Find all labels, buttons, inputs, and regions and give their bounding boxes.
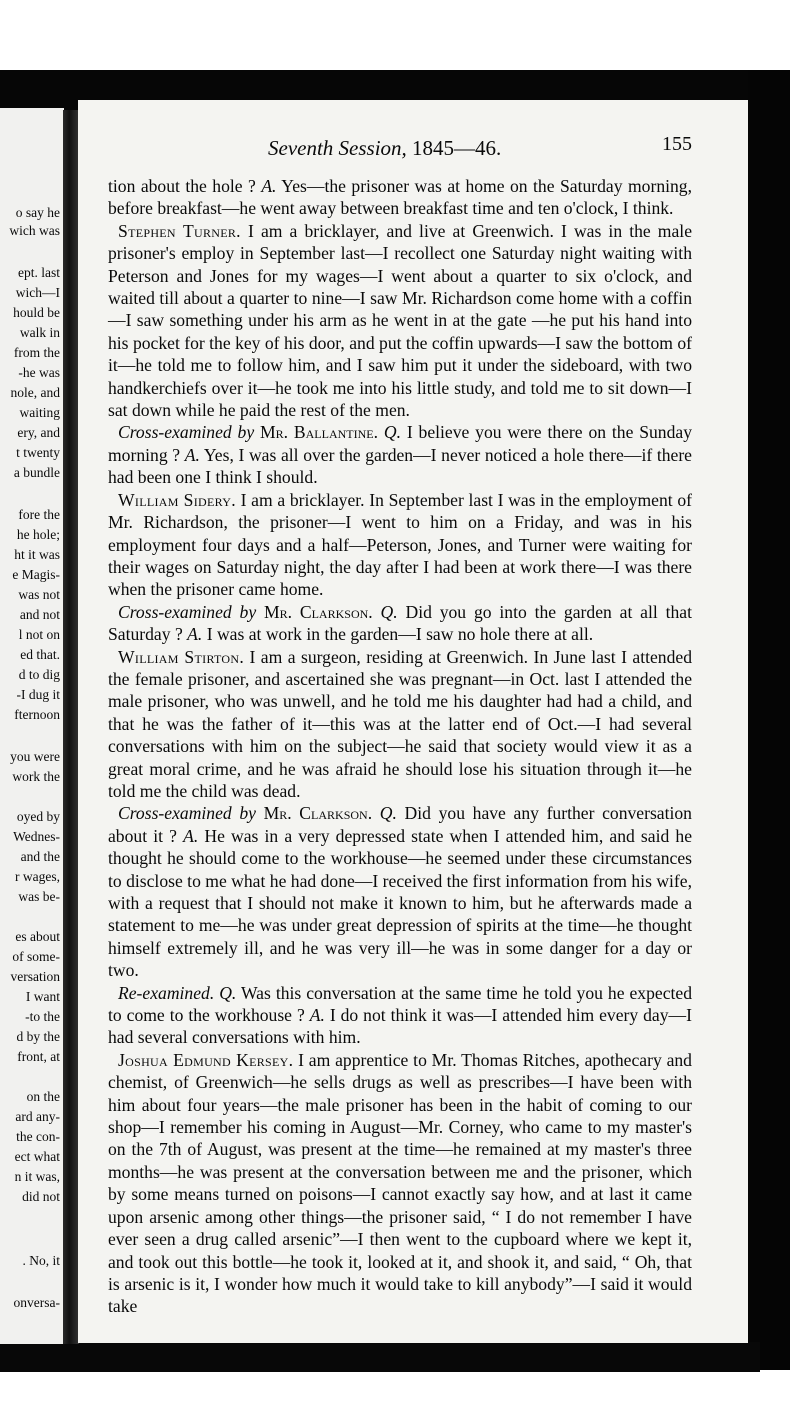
qa-marker: Q. [380,601,398,622]
testimony-text [256,803,264,823]
facing-page-line-fragment: es about [15,929,60,944]
book-page [78,100,748,1343]
facing-page-line-fragment: fternoon [14,707,60,722]
facing-page-line-fragment: ard any- [15,1109,60,1124]
facing-page-line-fragment: ed that. [20,647,60,662]
facing-page-line-fragment: work the [12,769,60,784]
book-gutter [63,110,79,1344]
scan-frame-bottom [0,1342,760,1372]
testimony-text: He was in a very depressed state when I attended him, and said he thought he should come to the workhouse—he seemed under these circumstances to disclose to me what he had done—I received the first information from his wife, with a request that I should not make it known to him, but he afterwards made a statement to me—he was under great depression of spirits at the time—he thought himself extremely ill, and he was very ill—he was in some danger for a day or two. [108,825,693,981]
running-head-title: Seventh Session, [268,136,407,160]
qa-marker: A. [184,444,200,465]
facing-page-line-fragment: . No, it [22,1253,60,1268]
scan-frame-right [748,70,790,1370]
testimony-paragraph [108,802,692,981]
testimony-text: I am apprentice to Mr. Thomas Ritches, apothecary and chemist, of Greenwich—he sells drugs as well as prescribes—I have been with him about four years—the male prisoner has been in the habit of coming to our shop—I remember his coming in August—Mr. Corney, who came to my master's on the 7th of August, was present at the time—he remained at my master's three months—he was present at the conversation between me and the prisoner, which by some means turned on poisons—I cannot exactly say how, and at last it came upon arsenic among other things—the prisoner said, “ I do not remember I have ever seen a drug called arsenic”—I then went to the cupboard where we kept it, and took out this bottle—he took it, looked at it, and shook it, and said, “ Oh, that is arsenic is it, I wonder how much it would take to kill anybody”—I said it would take [108,1049,692,1317]
testimony-text: Did you go into the garden at all that Saturday ? [108,601,692,645]
facing-page-line-fragment: wich was [9,223,60,238]
witness-name: Stephen Turner. [118,220,241,241]
qa-marker: Q. [219,982,237,1003]
qa-marker: Q. [379,803,397,824]
facing-page-line-fragment: -I dug it [16,687,60,702]
facing-page-line-fragment: n it was, [14,1169,60,1184]
running-head-years: 1845—46. [412,136,502,160]
page-body-text [108,175,692,1318]
facing-page-line-fragment: d to dig [18,667,60,682]
testimony-text: I do not think it was—I attended him every day—I had several conversations with him. [108,1005,692,1048]
examination-label: Cross-examined by [118,803,256,824]
qa-marker: A. [309,1005,325,1026]
testimony-text: I believe you were there on the Sunday morning ? [108,422,693,465]
testimony-text [372,803,380,823]
qa-marker: Q. [383,422,401,443]
facing-page-line-fragment: of some- [12,949,60,964]
facing-page-line-fragment: hould be [13,305,60,320]
facing-page-line-fragment: versation [10,969,60,984]
testimony-text: tion about the hole ? [108,176,262,196]
facing-page-line-fragment: on the [26,1089,60,1104]
facing-page-line-fragment: d by the [16,1029,60,1044]
facing-page-line-fragment: Wednes- [13,829,60,844]
testimony-paragraph [108,421,692,488]
testimony-text [256,602,264,622]
testimony-text: I am a bricklayer. In September last I was in the employment of Mr. Richardson, the prisoner—I went to him on a Friday, and was in his employment four days and a half—Peterson, Jones, and Turner were waiting for their wages on Saturday night, the day after I had been at work there—I was there when the prisoner came home. [108,489,692,600]
witness-name: William Stirton. [118,646,245,667]
testimony-text: Yes—the prisoner was at home on the Saturday morning, before breakfast—he went away between breakfast time and ten o'clock, I think. [108,176,692,219]
facing-page-line-fragment: was not [18,587,60,602]
facing-page-line-fragment: onversa- [13,1295,60,1310]
testimony-paragraph [108,489,692,601]
facing-page-line-fragment: nole, and [10,385,60,400]
testimony-text [373,602,381,622]
qa-marker: A. [183,825,199,846]
facing-page-line-fragment: I want [25,989,60,1004]
scan-margin-bottom [0,1372,790,1411]
counsel-name: Mr. Clarkson. [263,803,373,824]
running-head [268,136,501,161]
facing-page-line-fragment: -he was [18,365,60,380]
facing-page-line-fragment: front, at [17,1049,60,1064]
facing-page-line-fragment: a bundle [13,465,60,480]
facing-page-line-fragment: fore the [18,507,60,522]
testimony-text: Did you have any further conversation about it ? [108,803,692,846]
facing-page-line-fragment: waiting [19,405,60,420]
testimony-paragraph [108,982,692,1049]
facing-page-line-fragment: oyed by [16,809,60,824]
facing-page-line-fragment: ect what [14,1149,60,1164]
facing-page-line-fragment: did not [22,1189,60,1204]
facing-page-line-fragment: was be- [18,889,60,904]
page-number: 155 [662,133,692,155]
qa-marker: A. [261,176,277,196]
testimony-text: I was at work in the garden—I saw no hole there at all. [202,624,594,645]
counsel-name: Mr. Ballantine. [260,422,379,443]
facing-page-line-fragment: l not on [18,627,60,642]
testimony-text: I am a bricklayer, and live at Greenwich. I was in the male prisoner's employ in September last—I recollect one Saturday night waiting with Peterson and Jones for my wages—I went about a quarter to six o'clock, and waited till about a quarter to nine—I saw Mr. Richardson come home with a coffin—I saw something under his arm as he went in at the gate —he put his hand into his pocket for the key of his door, and put the coffin upwards—I saw the bottom of it—he told me to follow him, and I saw him put it under the sideboard, with two handkerchiefs over it—he took me into his little study, and told me to sit down—I sat down while he paid the rest of the men. [108,220,692,421]
facing-page-line-fragment: -to the [25,1009,60,1024]
testimony-text: Yes, I was all over the garden—I never noticed a hole there—if there had been one I think I should. [108,444,692,488]
page-header [78,133,748,166]
examination-label: Re-examined. [118,982,215,1003]
testimony-text: I am a surgeon, residing at Greenwich. In June last I attended the female prisoner, and ascertained she was pregnant—in Oct. last I attended the male prisoner, who was unwell, and he told me his daughter had had a child, and that he was the father of it—this was at the latter end of Oct.—I had several conversations with him on the subject—he said that society would view it as a great moral crime, and he was afraid he should lose his situation through it—he told me the child was dead. [108,646,692,801]
facing-page-line-fragment: and not [19,607,60,622]
facing-page-fragment [0,108,64,1344]
facing-page-line-fragment: the con- [16,1129,60,1144]
testimony-paragraph [108,601,692,646]
qa-marker: A. [187,624,203,645]
facing-page-line-fragment: ery, and [17,425,60,440]
witness-name: Joshua Edmund Kersey. [118,1049,294,1070]
facing-page-line-fragment: you were [10,749,60,764]
testimony-paragraph [108,175,692,220]
facing-page-line-fragment: walk in [19,325,60,340]
testimony-paragraph [108,220,692,422]
testimony-paragraph [108,1049,692,1318]
facing-page-line-fragment: e Magis- [12,567,60,582]
facing-page-line-fragment: o say he [15,205,60,220]
facing-page-line-fragment: wich—I [15,285,60,300]
facing-page-line-fragment: from the [13,345,60,360]
facing-page-line-fragment: t twenty [16,445,60,460]
counsel-name: Mr. Clarkson. [263,601,373,622]
facing-page-line-fragment: ept. last [18,265,60,280]
facing-page-line-fragment: r wages, [15,869,60,884]
examination-label: Cross-examined by [118,601,257,622]
witness-name: William Sidery. [118,489,236,510]
testimony-text: Was this conversation at the same time he told you he expected to come to the workhouse ? [108,982,692,1026]
facing-page-line-fragment: and the [20,849,60,864]
facing-page-line-fragment: ht it was [14,547,60,562]
facing-page-line-fragment: he hole; [16,527,60,542]
testimony-paragraph [108,646,692,803]
examination-label: Cross-examined by [118,422,255,443]
